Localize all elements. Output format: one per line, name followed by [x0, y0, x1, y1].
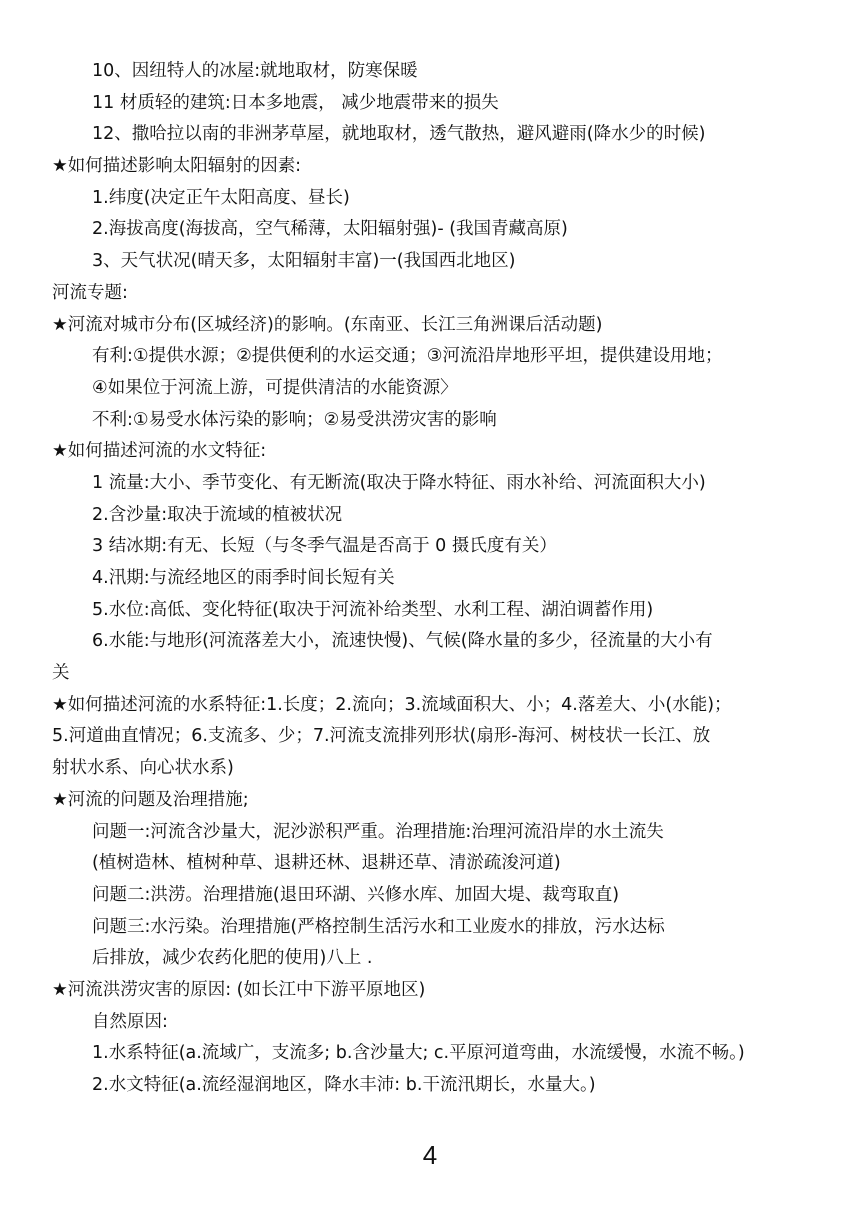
text-line: ★如何描述影响太阳辐射的因素:	[52, 156, 302, 177]
text-line: 2.水文特征(a.流经湿润地区，降水丰沛: b.干流汛期长，水量大。)	[92, 1075, 596, 1095]
text-line: 自然原因:	[92, 1011, 168, 1032]
text-line: ★如何描述河流的水系特征:1.长度；2.流向；3.流域面积大、小；4.落差大、小(水能)；	[52, 694, 732, 715]
text-line: ★河流的问题及治理措施;	[52, 789, 249, 810]
text-line: 3、天气状况(晴天多，太阳辐射丰富)一(我国西北地区)	[92, 251, 516, 272]
text-line: 4.汛期:与流经地区的雨季时间长短有关	[92, 568, 395, 588]
document-body	[0, 56, 860, 1102]
text-line: 11 材质轻的建筑:日本多地震， 减少地震带来的损失	[92, 92, 499, 113]
text-line: ★如何描述河流的水文特征:	[52, 441, 267, 462]
text-line: 有利:①提供水源；②提供便利的水运交通；③河流沿岸地形平坦，提供建设用地；	[92, 346, 723, 367]
text-line: 1 流量:大小、季节变化、有无断流(取决于降水特征、雨水补给、河流面积大小)	[92, 472, 706, 493]
text-line: 射状水系、向心状水系)	[52, 758, 234, 779]
text-line: ④如果位于河流上游，可提供清洁的水能资源〉	[92, 377, 458, 398]
text-line: 5.河道曲直情况；6.支流多、少；7.河流支流排列形状(扇形-海河、树枝状一长江、放	[52, 726, 711, 747]
text-line: 不利:①易受水体污染的影响；②易受洪涝灾害的影响	[92, 409, 497, 430]
text-line: 关	[52, 663, 70, 684]
text-line: 2.海拔高度(海拔高，空气稀薄，太阳辐射强)- (我国青藏高原)	[92, 219, 568, 240]
text-line: 10、因纽特人的冰屋:就地取材，防寒保暖	[92, 61, 418, 81]
text-line: 12、撒哈拉以南的非洲茅草屋，就地取材，透气散热，避风避雨(降水少的时候)	[92, 124, 706, 145]
text-line: 后排放，减少农药化肥的使用)八上 .	[92, 948, 373, 969]
text-line: 3 结冰期:有无、长短（与冬季气温是否高于 0 摄氏度有关）	[92, 536, 557, 557]
text-line: 问题一:河流含沙量大，泥沙淤积严重。治理措施:治理河流沿岸的水土流失	[92, 821, 664, 842]
text-line: 2.含沙量:取决于流域的植被状况	[92, 504, 343, 525]
text-line: (植树造林、植树种草、退耕还林、退耕还草、清淤疏浚河道)	[92, 853, 561, 874]
text-line: 6.水能:与地形(河流落差大小，流速快慢)、气候(降水量的多少，径流量的大小有	[92, 631, 713, 652]
text-line: 5.水位:高低、变化特征(取决于河流补给类型、水利工程、湖泊调蓄作用)	[92, 599, 654, 620]
text-line: 1.水系特征(a.流域广，支流多; b.含沙量大; c.平原河道弯曲，水流缓慢，水流不畅。)	[92, 1043, 745, 1064]
text-line: 问题三:水污染。治理措施(严格控制生活污水和工业废水的排放，污水达标	[92, 916, 665, 937]
text-line: ★河流对城市分布(区城经济)的影响。(东南亚、长江三角洲课后活动题)	[52, 314, 603, 335]
text-line: 问题二:洪涝。治理措施(退田环湖、兴修水库、加固大堤、裁弯取直)	[92, 884, 620, 905]
page-number: 4	[422, 1140, 438, 1170]
text-line: ★河流洪涝灾害的原因: (如长江中下游平原地区)	[52, 979, 426, 1000]
text-line: 河流专题:	[52, 282, 128, 303]
text-line: 1.纬度(决定正午太阳高度、昼长)	[92, 187, 350, 208]
